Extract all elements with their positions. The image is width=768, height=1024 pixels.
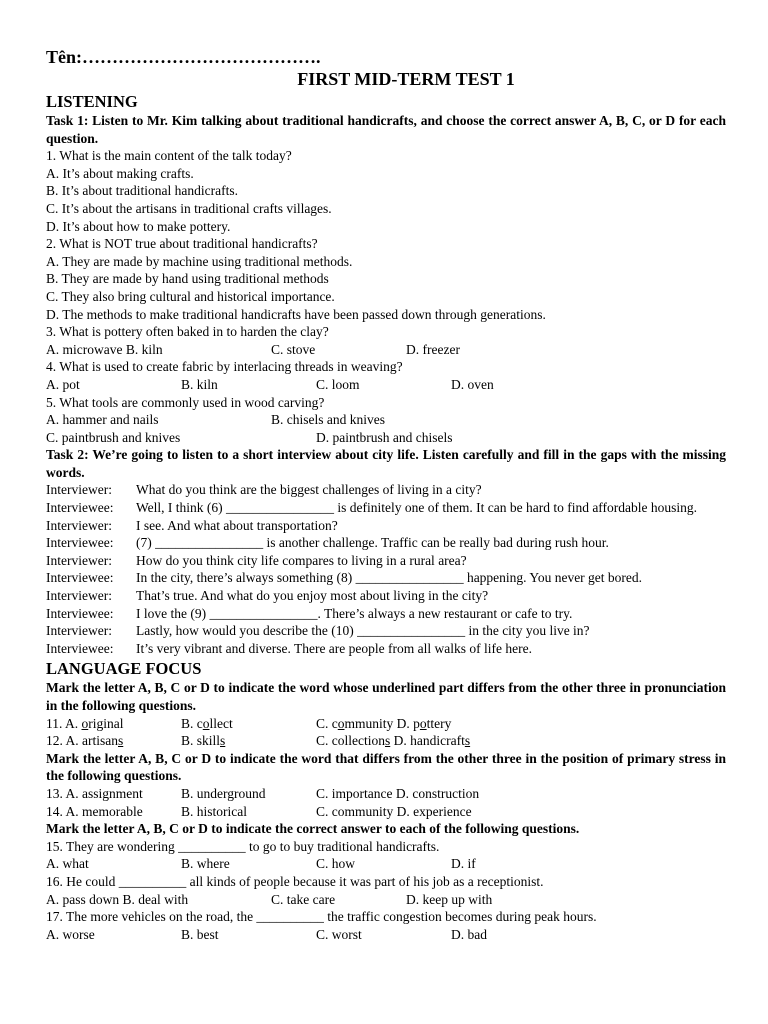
q5-options-ab: [46, 411, 726, 429]
q17-option-b: B. best: [181, 926, 219, 942]
question-12: [46, 732, 726, 750]
dialogue-speaker: Interviewer:: [46, 482, 112, 498]
dialogue-speaker: Interviewer:: [46, 588, 112, 604]
dialogue-text: (7) ________________ is another challenge. Traffic can be really bad during rush hour.: [136, 535, 609, 551]
question-5: 5. What tools are commonly used in wood carving?: [46, 394, 325, 410]
q15-option-a: A. what: [46, 856, 89, 872]
student-name-line: Tên:………………………………….: [46, 47, 321, 67]
q4-option-c: C. loom: [316, 376, 360, 392]
answer-instruction: Mark the letter A, B, C or D to indicate the correct answer to each of the following questions.: [46, 821, 580, 837]
question-13: [46, 785, 726, 803]
q2-option-c: C. They also bring cultural and historical importance.: [46, 288, 335, 304]
q15-option-d: D. if: [451, 856, 476, 872]
dialogue-line: [46, 517, 726, 535]
q15-options: [46, 855, 726, 873]
q12-option-b: B. skills: [181, 733, 226, 749]
question-16: 16. He could __________ all kinds of people because it was part of his job as a receptionist.: [46, 873, 544, 889]
interview-dialogue: [46, 481, 726, 657]
task1-instruction: Task 1: Listen to Mr. Kim talking about traditional handicrafts, and choose the correct answer A, B, C, or D for each question.: [46, 113, 726, 146]
question-1: 1. What is the main content of the talk today?: [46, 148, 292, 164]
dialogue-speaker: Interviewer:: [46, 552, 112, 568]
q4-option-a: A. pot: [46, 376, 80, 392]
q16-option-c: C. take care: [271, 891, 336, 907]
q5-option-b: B. chisels and knives: [271, 412, 385, 428]
q1-option-a: A. It’s about making crafts.: [46, 165, 194, 181]
q4-options: [46, 376, 726, 394]
q5-option-c: C. paintbrush and knives: [46, 429, 181, 445]
dialogue-line: [46, 481, 726, 499]
dialogue-text: What do you think are the biggest challenges of living in a city?: [136, 482, 482, 498]
q12-option-a: 12. A. artisans: [46, 733, 124, 749]
q17-option-d: D. bad: [451, 926, 487, 942]
dialogue-text: It’s very vibrant and diverse. There are people from all walks of life here.: [136, 640, 532, 656]
q17-option-c: C. worst: [316, 926, 362, 942]
question-4: 4. What is used to create fabric by interlacing threads in weaving?: [46, 359, 403, 375]
q3-options: [46, 341, 726, 359]
dialogue-line: [46, 640, 726, 658]
dialogue-line: [46, 499, 726, 517]
q17-option-a: A. worse: [46, 926, 95, 942]
q2-option-d: D. The methods to make traditional handicrafts have been passed down through generations.: [46, 306, 546, 322]
question-2: 2. What is NOT true about traditional handicrafts?: [46, 236, 318, 252]
question-11: [46, 715, 726, 733]
q13-option-a: 13. A. assignment: [46, 785, 143, 801]
q1-option-d: D. It’s about how to make pottery.: [46, 218, 231, 234]
dialogue-speaker: Interviewee:: [46, 640, 114, 656]
dialogue-text: In the city, there’s always something (8) ________________ happening. You never get bored.: [136, 570, 643, 586]
dialogue-line: [46, 569, 726, 587]
q2-option-a: A. They are made by machine using traditional methods.: [46, 253, 353, 269]
q3-option-c: C. stove: [271, 341, 316, 357]
dialogue-text: Lastly, how would you describe the (10) ________________ in the city you live in?: [136, 623, 590, 639]
q5-option-d: D. paintbrush and chisels: [316, 429, 453, 445]
q15-option-b: B. where: [181, 856, 230, 872]
q12-option-cd: C. collections D. handicrafts: [316, 733, 471, 749]
q14-option-cd: C. community D. experience: [316, 803, 472, 819]
q16-options: [46, 891, 726, 909]
question-3: 3. What is pottery often baked in to harden the clay?: [46, 324, 329, 340]
dialogue-text: That’s true. And what do you enjoy most about living in the city?: [136, 588, 489, 604]
test-title: FIRST MID-TERM TEST 1: [297, 69, 515, 89]
q1-option-c: C. It’s about the artisans in traditional crafts villages.: [46, 200, 332, 216]
task2-instruction: Task 2: We’re going to listen to a short interview about city life. Listen carefully and fill in the gaps with the missing words.: [46, 447, 726, 480]
q4-option-d: D. oven: [451, 376, 494, 392]
stress-instruction: Mark the letter A, B, C or D to indicate the word that differs from the other three in the position of primary stress in the following questions.: [46, 750, 726, 784]
q11-option-b: B. collect: [181, 715, 233, 731]
dialogue-line: [46, 552, 726, 570]
pronunciation-instruction: Mark the letter A, B, C or D to indicate the word whose underlined part differs from the other three in pronunciation in the following questions.: [46, 680, 726, 713]
dialogue-speaker: Interviewee:: [46, 605, 114, 621]
q3-option-d: D. freezer: [406, 341, 460, 357]
q17-options: [46, 926, 726, 944]
q15-option-c: C. how: [316, 856, 356, 872]
q1-option-b: B. It’s about traditional handicrafts.: [46, 183, 238, 199]
listening-heading: LISTENING: [46, 92, 138, 111]
dialogue-text: I see. And what about transportation?: [136, 517, 338, 533]
q14-option-a: 14. A. memorable: [46, 803, 143, 819]
q11-option-cd: C. community D. pottery: [316, 715, 452, 731]
dialogue-speaker: Interviewee:: [46, 535, 114, 551]
q5-options-cd: [46, 429, 726, 447]
dialogue-speaker: Interviewee:: [46, 570, 114, 586]
question-17: 17. The more vehicles on the road, the __________ the traffic congestion becomes during peak hours.: [46, 909, 597, 925]
dialogue-line: [46, 534, 726, 552]
q5-option-a: A. hammer and nails: [46, 412, 159, 428]
dialogue-line: [46, 587, 726, 605]
language-focus-heading: LANGUAGE FOCUS: [46, 659, 202, 679]
q13-option-b: B. underground: [181, 785, 266, 801]
q16-option-ab: A. pass down B. deal with: [46, 891, 189, 907]
dialogue-text: I love the (9) ________________. There’s always a new restaurant or cafe to try.: [136, 605, 573, 621]
dialogue-speaker: Interviewer:: [46, 517, 112, 533]
dialogue-speaker: Interviewer:: [46, 623, 112, 639]
dialogue-line: [46, 605, 726, 623]
question-14: [46, 803, 726, 821]
dialogue-text: How do you think city life compares to living in a rural area?: [136, 552, 467, 568]
question-15: 15. They are wondering __________ to go to buy traditional handicrafts.: [46, 838, 440, 854]
q2-option-b: B. They are made by hand using traditional methods: [46, 271, 329, 287]
q13-option-cd: C. importance D. construction: [316, 785, 480, 801]
dialogue-text: Well, I think (6) ________________ is definitely one of them. It can be hard to find affordable housing.: [136, 500, 698, 516]
test-document: [46, 46, 726, 943]
q11-option-a: 11. A. original: [46, 715, 124, 731]
dialogue-speaker: Interviewee:: [46, 500, 114, 516]
q14-option-b: B. historical: [181, 803, 247, 819]
dialogue-line: [46, 622, 726, 640]
q4-option-b: B. kiln: [181, 376, 218, 392]
q3-option-ab: A. microwave B. kiln: [46, 341, 163, 357]
q16-option-d: D. keep up with: [406, 891, 493, 907]
